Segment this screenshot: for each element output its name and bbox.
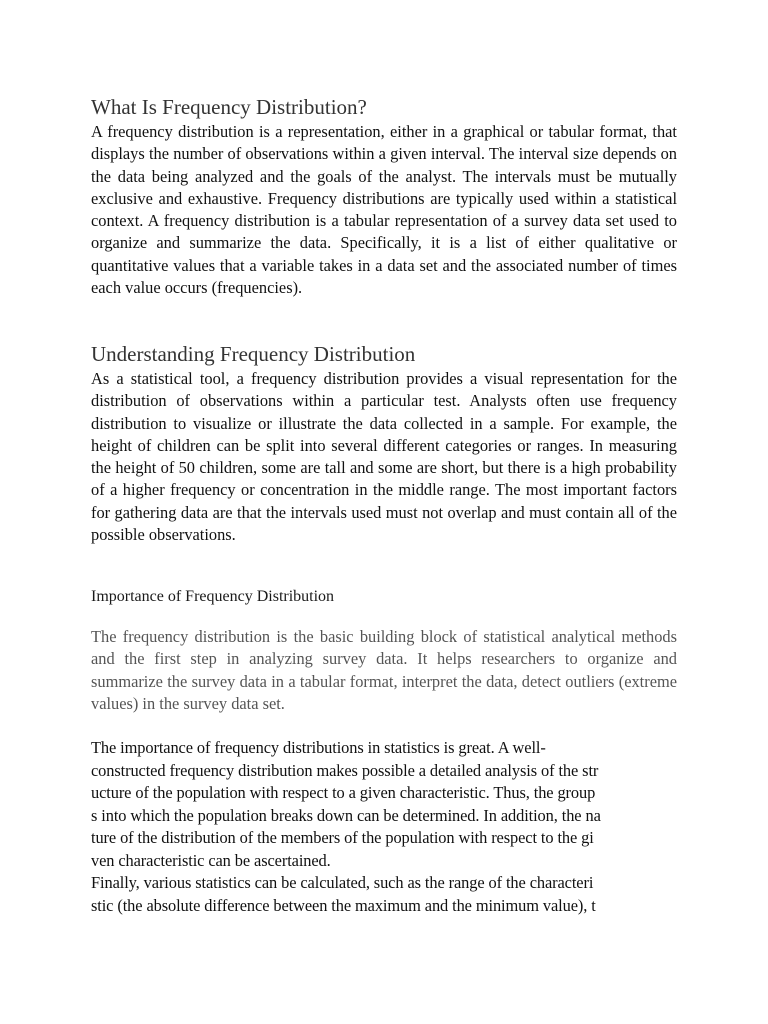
text-line: The importance of frequency distributions in statistics is great. A well- [91, 738, 546, 757]
paragraph-understanding: As a statistical tool, a frequency distribution provides a visual representation for the distribution of observations within a particular test. Analysts often use frequency distribution to visualize or illustrate the data collected in a sample. For example, the height of children can be split into several different categories or ranges. In measuring the height of 50 children, some are tall and some are short, but there is a high probability of a higher frequency or concentration in the middle range. The most important factors for gathering data are that the intervals used must not overlap and must contain all of the possible observations. [91, 369, 677, 545]
paragraph-importance-continued [91, 737, 677, 917]
text-line: constructed frequency distribution makes possible a detailed analysis of the str [91, 760, 599, 780]
text-line: ture of the distribution of the members of the population with respect to the gi [91, 828, 594, 847]
text-line: s into which the population breaks down can be determined. In addition, the na [91, 805, 601, 825]
text-line: ucture of the population with respect to a given characteristic. Thus, the group [91, 783, 596, 802]
text-line: Finally, various statistics can be calculated, such as the range of the characteri [91, 873, 594, 892]
text-line: ven characteristic can be ascertained. [91, 850, 331, 870]
paragraph-importance: The frequency distribution is the basic building block of statistical analytical methods and the first step in analyzing survey data. It helps researchers to organize and summarize the survey data in a tabular format, interpret the data, detect outliers (extreme values) in the survey data set. [91, 627, 677, 713]
section-heading-what-is: What Is Frequency Distribution? [91, 95, 367, 119]
text-line: stic (the absolute difference between the maximum and the minimum value), t [91, 895, 596, 915]
section-heading-understanding: Understanding Frequency Distribution [91, 342, 416, 366]
paragraph-definition: A frequency distribution is a representation, either in a graphical or tabular format, that displays the number of observations within a given interval. The interval size depends on the data being analyzed and the goals of the analyst. The intervals must be mutually exclusive and exhaustive. Frequency distributions are typically used within a statistical context. A frequency distribution is a tabular representation of a survey data set used to organize and summarize the data. Specifically, it is a list of either qualitative or quantitative values that a variable takes in a data set and the associated number of times each value occurs (frequencies). [91, 122, 677, 298]
subheading-importance: Importance of Frequency Distribution [91, 588, 335, 605]
